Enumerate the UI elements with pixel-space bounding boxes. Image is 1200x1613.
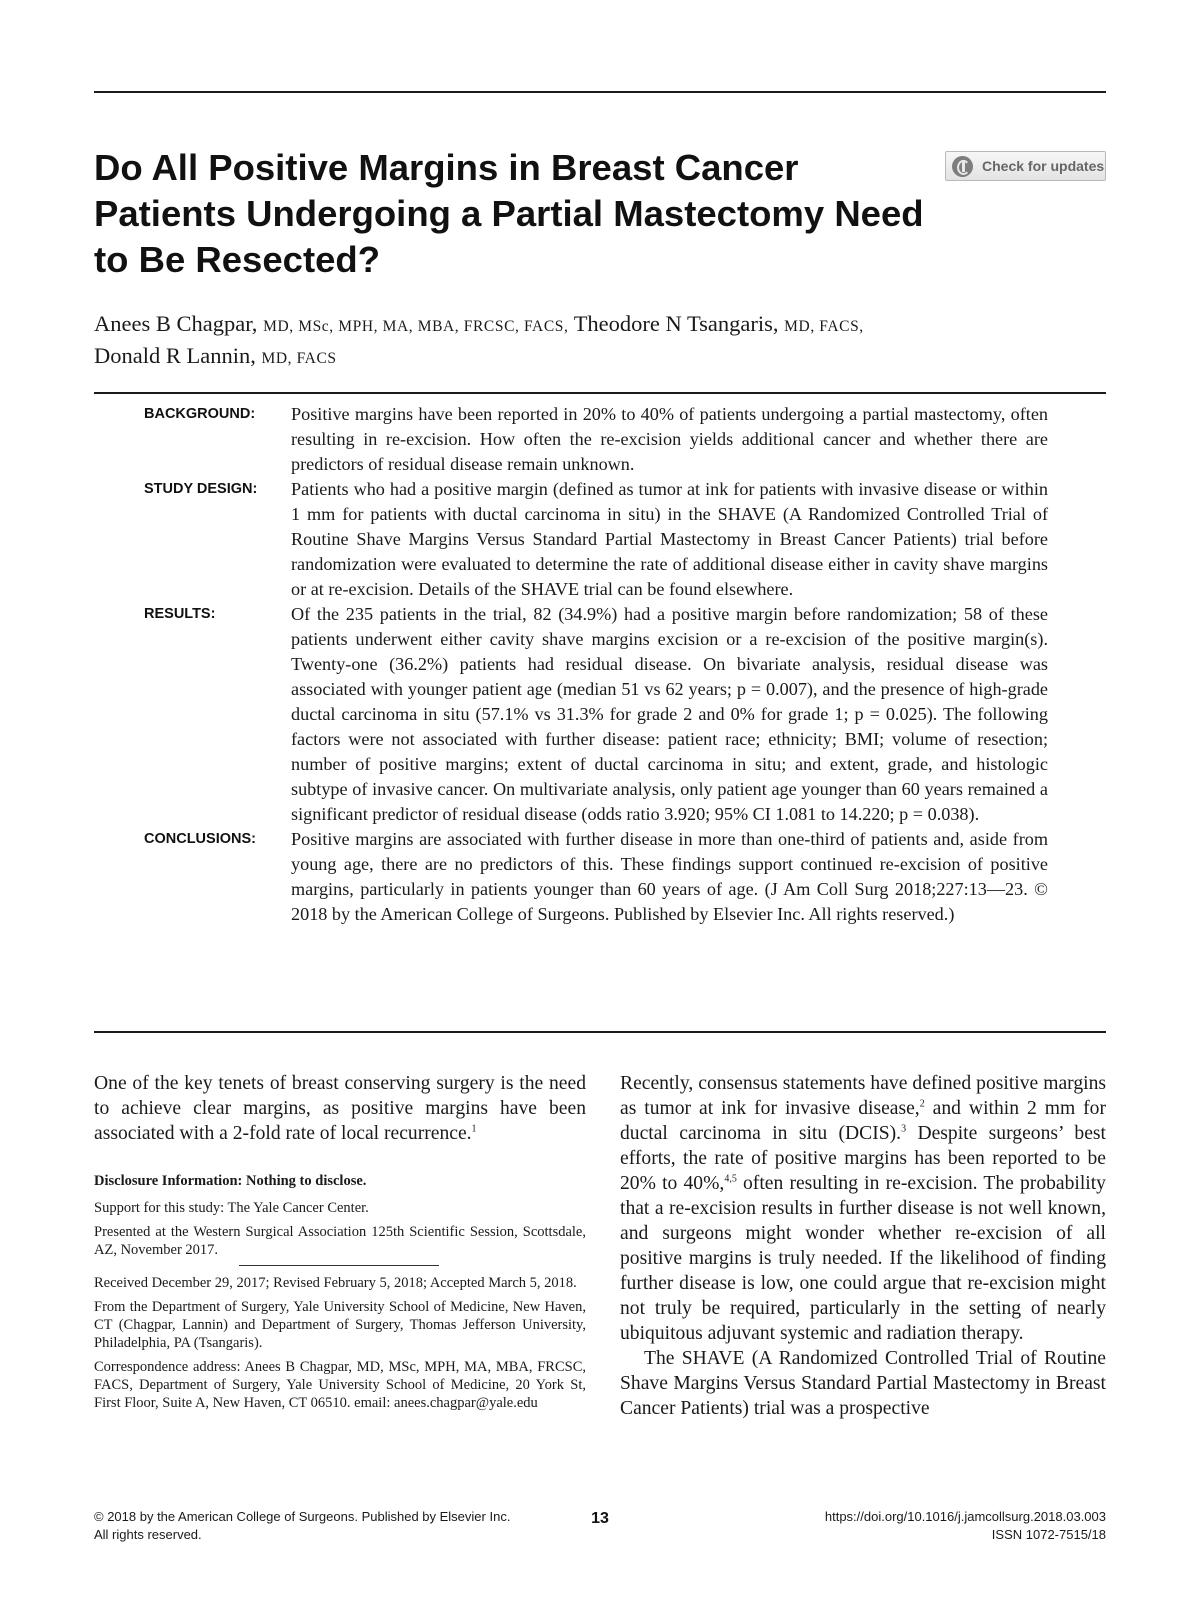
article-title: Do All Positive Margins in Breast Cancer Patients Undergoing a Partial Mastectomy Need to Be Resected?: [94, 147, 924, 280]
disclosure-note: Disclosure Information: Nothing to disclose.: [94, 1173, 367, 1189]
reference-marker[interactable]: 3: [901, 1123, 907, 1135]
page-number: 13: [591, 1510, 609, 1527]
author-list: [94, 309, 1104, 373]
abstract-section-text: Positive margins have been reported in 20% to 40% of patients undergoing a partial mastectomy, often resulting in re-excision. How often the re-excision yields additional cancer and whether there are predictors of residual disease remain unknown.: [291, 404, 1048, 474]
reference-marker[interactable]: 2: [919, 1098, 925, 1110]
crossmark-icon: [952, 156, 973, 177]
body-paragraph: [620, 1071, 1106, 1346]
author-name: Anees B Chagpar,: [94, 311, 258, 336]
author-name: Donald R Lannin,: [94, 343, 256, 368]
reference-marker[interactable]: 1: [471, 1123, 477, 1135]
issn: ISSN 1072-7515/18: [991, 1527, 1106, 1542]
abstract-results: [144, 602, 1048, 827]
abstract-conclusions: [144, 827, 1048, 927]
body-paragraph: The SHAVE (A Randomized Controlled Trial of Routine Shave Margins Versus Standard Partial Mastectomy in Breast Cancer Patients) trial was a prospective: [620, 1348, 1106, 1419]
body-text: One of the key tenets of breast conserving surgery is the need to achieve clear margins, as positive margins have been associated with a 2-fold rate of local recurrence.: [94, 1073, 586, 1144]
abstract-section-label: RESULTS:: [144, 606, 216, 622]
article-notes: [94, 1172, 586, 1418]
author-credentials: MD, FACS: [261, 350, 337, 367]
abstract-bottom-rule: [94, 1031, 1106, 1033]
presented-note: Presented at the Western Surgical Association 125th Scientific Session, Scottsdale, AZ, November 2017.: [94, 1224, 586, 1258]
footer-copyright-line: All rights reserved.: [94, 1527, 202, 1542]
correspondence-note: Correspondence address: Anees B Chagpar, MD, MSc, MPH, MA, MBA, FRCSC, FACS, Department of Surgery, Yale University School of Medicine, 20 York St, First Floor, Suite A, New Haven, CT 06510. email: anees.chagpar@yale.edu: [94, 1359, 586, 1411]
abstract-top-rule: [94, 392, 1106, 394]
footer-copyright-line: © 2018 by the American College of Surgeons. Published by Elsevier Inc.: [94, 1509, 511, 1524]
top-rule: [94, 91, 1106, 93]
body-text: Despite surgeons’ best efforts, the rate of positive margins has been reported to be 20% to 40%,: [620, 1123, 1106, 1194]
author-credentials: MD, MSc, MPH, MA, MBA, FRCSC, FACS,: [263, 318, 569, 335]
abstract-section-text: Positive margins are associated with further disease in more than one-third of patients and, aside from young age, there are no predictors of this. These findings support continued re-excision of positive margins, particularly in patients younger than 60 years of age. (J Am Coll Surg 2018;227:13—23. © 2018 by the American College of Surgeons. Published by Elsevier Inc. All rights reserved.): [291, 829, 1048, 924]
footer-copyright: [94, 1508, 614, 1544]
abstract-section-text: Patients who had a positive margin (defined as tumor at ink for patients with invasive disease or within 1 mm for patients with ductal carcinoma in situ) in the SHAVE (A Randomized Controlled Trial of Routine Shave Margins Versus Standard Partial Mastectomy in Breast Cancer Patients) trial before randomization were evaluated to determine the rate of additional disease either in cavity shave margins or at re-excision. Details of the SHAVE trial can be found elsewhere.: [291, 479, 1048, 599]
body-column-right: [620, 1071, 1106, 1421]
author-credentials: MD, FACS,: [784, 318, 864, 335]
abstract-section-text: Of the 235 patients in the trial, 82 (34.9%) had a positive margin before randomization; 58 of these patients underwent either cavity shave margins excision or a re-excision of the positive margin(s). Twenty-one (36.2%) patients had residual disease. On bivariate analysis, residual disease was associated with younger patient age (median 51 vs 62 years; p = 0.007), and the presence of high-grade ductal carcinoma in situ (57.1% vs 31.3% for grade 2 and 0% for grade 1; p = 0.025). The following factors were not associated with further disease: patient race; ethnicity; BMI; volume of resection; number of positive margins; extent of ductal carcinoma in situ; and extent, grade, and histologic subtype of invasive cancer. On multivariate analysis, only patient age younger than 60 years remained a significant predictor of residual disease (odds ratio 3.920; 95% CI 1.081 to 14.220; p = 0.038).: [291, 604, 1048, 824]
support-note: Support for this study: The Yale Cancer Center.: [94, 1200, 369, 1216]
doi-link[interactable]: https://doi.org/10.1016/j.jamcollsurg.2018.03.003: [824, 1509, 1106, 1524]
check-for-updates-label: Check for updates: [982, 158, 1105, 174]
body-column-left: [94, 1071, 586, 1146]
body-text: Recently, consensus statements have defined positive margins as tumor at ink for invasive disease,: [620, 1073, 1106, 1119]
body-text: and within 2 mm for ductal carcinoma in situ (DCIS).: [620, 1098, 1106, 1144]
affiliation-note: From the Department of Surgery, Yale University School of Medicine, New Haven, CT (Chagpar, Lannin) and Department of Surgery, Thomas Jefferson University, Philadelphia, PA (Tsangaris).: [94, 1299, 586, 1351]
body-paragraph: [94, 1071, 586, 1146]
abstract-section-label: STUDY DESIGN:: [144, 481, 258, 497]
body-text: often resulting in re-excision. The probability that a re-excision results in further disease is not well known, and surgeons might wonder whether re-excision of all positive margins is truly needed. If the likelihood of finding further disease is low, one could argue that re-excision might not truly be required, particularly in the setting of nearly ubiquitous adjuvant systemic and radiation therapy.: [620, 1173, 1106, 1344]
footer-identifiers: [706, 1508, 1106, 1544]
abstract-study-design: [144, 477, 1048, 602]
author-name: Theodore N Tsangaris,: [573, 311, 779, 336]
abstract-section-label: CONCLUSIONS:: [144, 831, 256, 847]
abstract-background: [144, 402, 1048, 477]
abstract: [144, 402, 1048, 927]
notes-divider: [239, 1265, 439, 1266]
received-note: Received December 29, 2017; Revised February 5, 2018; Accepted March 5, 2018.: [94, 1275, 577, 1291]
abstract-section-label: BACKGROUND:: [144, 406, 256, 422]
reference-marker[interactable]: 4,5: [724, 1173, 737, 1185]
check-for-updates-button[interactable]: [945, 151, 1106, 181]
